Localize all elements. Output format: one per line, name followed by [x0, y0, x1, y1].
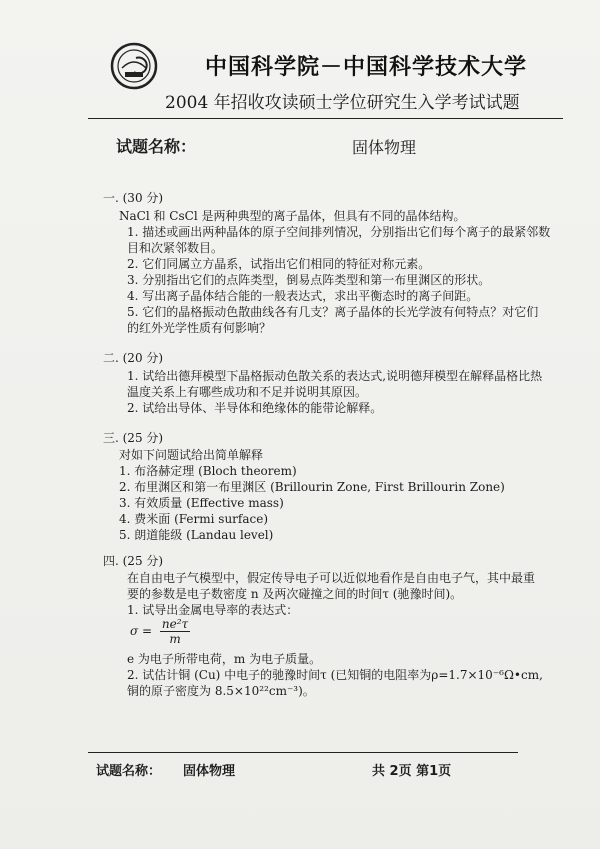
- subject-name: 固体物理: [352, 138, 417, 157]
- question-line: 3. 有效质量 (Effective mass): [119, 496, 284, 510]
- question-line: 铜的原子密度为 8.5×10²²cm⁻³)。: [127, 684, 315, 698]
- question-line: 要的参数是电子数密度 n 及两次碰撞之间的时间τ (驰豫时间)。: [127, 587, 463, 601]
- section-2-heading: 二. (20 分): [103, 351, 164, 365]
- header-divider: [88, 118, 563, 119]
- question-line: 对如下问题试给出简单解释: [119, 448, 264, 462]
- question-line: NaCl 和 CsCl 是两种典型的离子晶体，但具有不同的晶体结构。: [119, 209, 466, 223]
- section-1: [103, 190, 550, 336]
- question-line: 2. 它们同属立方晶系，试指出它们相同的特征对称元素。: [127, 257, 431, 271]
- question-line: 5. 朗道能级 (Landau level): [119, 528, 274, 542]
- subject-label: 试题名称：: [116, 137, 197, 156]
- section-1-heading: 一. (30 分): [103, 191, 164, 205]
- formula-fraction: [160, 617, 190, 646]
- footer-subject-name: 固体物理: [183, 764, 236, 779]
- question-line: 1. 描述或画出两种晶体的原子空间排列情况，分别指出它们每个离子的最紧邻数: [127, 225, 551, 239]
- section-3-heading: 三. (25 分): [103, 431, 164, 445]
- question-line: 1. 试给出德拜模型下晶格振动色散关系的表达式,说明德拜模型在解释晶格比热: [127, 369, 543, 383]
- footer-divider: [88, 752, 518, 753]
- page-counter: 共 2页 第1页: [372, 764, 452, 779]
- question-line: 2. 布里渊区和第一布里渊区 (Brillourin Zone, First Brillourin Zone): [119, 480, 505, 494]
- section-4-heading: 四. (25 分): [103, 554, 164, 568]
- conductivity-formula: [130, 617, 190, 646]
- question-line: 1. 布洛赫定理 (Bloch theorem): [119, 464, 297, 478]
- school-name: 中国科学院－中国科学技术大学: [205, 55, 528, 80]
- question-line: 4. 费米面 (Fermi surface): [119, 512, 269, 526]
- section-4: [103, 553, 535, 618]
- formula-lhs: σ =: [130, 624, 153, 638]
- question-line: 目和次紧邻数目。: [127, 241, 224, 255]
- formula-numerator: ne²τ: [161, 617, 189, 631]
- question-line: 温度关系上有哪些成功和不足并说明其原因。: [127, 385, 368, 399]
- section-3: [103, 430, 505, 543]
- question-line: 在自由电子气模型中，假定传导电子可以近似地看作是自由电子气，其中最重: [127, 571, 536, 585]
- question-line: e 为电子所带电荷，m 为电子质量。: [127, 652, 322, 666]
- question-line: 2. 试给出导体、半导体和绝缘体的能带论解释。: [127, 401, 383, 415]
- section-2: [103, 350, 542, 416]
- question-line: 1. 试导出金属电导率的表达式：: [127, 603, 299, 617]
- question-line: 的红外光学性质有何影响？: [127, 321, 272, 335]
- question-line: 4. 写出离子晶体结合能的一般表达式，求出平衡态时的离子间距。: [127, 289, 479, 303]
- section-4-continued: [103, 651, 543, 699]
- formula-denominator: m: [169, 632, 181, 646]
- exam-title: 2004 年招收攻读硕士学位研究生入学考试试题: [165, 93, 520, 113]
- question-line: 3. 分别指出它们的点阵类型，倒易点阵类型和第一布里渊区的形状。: [127, 273, 491, 287]
- ustc-seal-icon: [110, 42, 158, 90]
- question-line: 2. 试估计铜 (Cu) 中电子的驰豫时间τ (已知铜的电阻率为ρ=1.7×10⁻⁶Ω•cm,: [127, 668, 543, 682]
- question-line: 5. 它们的晶格振动色散曲线各有几支？离子晶体的长光学波有何特点？对它们: [127, 305, 539, 319]
- footer-subject-label: 试题名称：: [96, 764, 162, 779]
